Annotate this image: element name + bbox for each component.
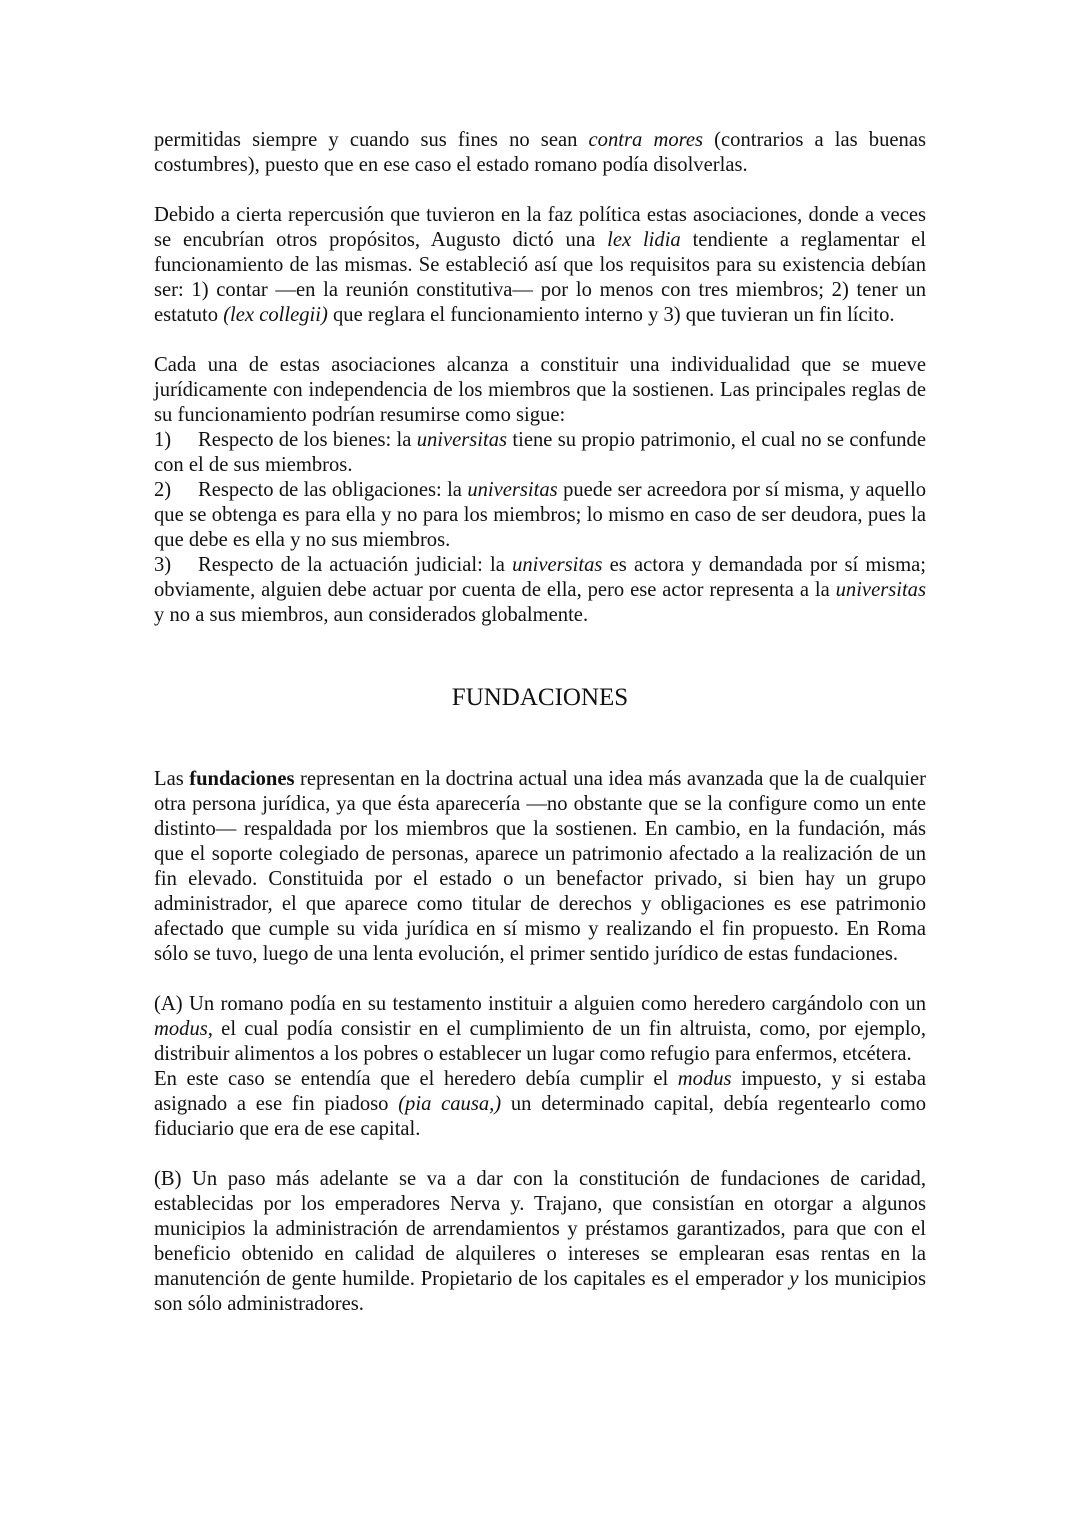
- text-run: En este caso se entendía que el heredero debía cumplir el: [154, 1068, 678, 1090]
- text-run: los municipios son sólo administradores.: [154, 1268, 926, 1315]
- paragraph-lex-lidia: [154, 203, 926, 328]
- text-run: tiene su propio patrimonio, el cual no se confunde con el de sus miembros.: [154, 429, 926, 476]
- paragraph-a-modus: [154, 992, 926, 1067]
- text-run: (contrarios a las buenas costumbres), puesto que en ese caso el estado romano podía disolverlas.: [154, 129, 926, 176]
- list-number: 3): [154, 554, 172, 576]
- italic-term: y: [789, 1268, 799, 1290]
- text-run: Respecto de las obligaciones: la: [198, 479, 468, 501]
- text-run: un determinado capital, debía regentearlo como fiduciario que era de ese capital.: [154, 1093, 927, 1140]
- italic-term: universitas: [467, 479, 558, 501]
- italic-term: (pia causa,): [398, 1093, 502, 1115]
- italic-term: universitas: [416, 429, 508, 451]
- list-item-actuacion-judicial: [154, 553, 926, 628]
- text-run: puede ser acreedora por sí misma, y aquello que se obtenga es para ella y no para los miembros; lo mismo en caso de ser deudora, pues la que debe es ella y no sus miembros.: [154, 479, 926, 551]
- italic-term: (lex collegii): [223, 304, 328, 326]
- paragraph-fundaciones: [154, 767, 926, 967]
- italic-term: modus: [677, 1068, 732, 1090]
- text-run: permitidas siempre y cuando sus fines no sean: [154, 129, 589, 151]
- text-run: es actora y demandada por sí misma; obviamente, alguien debe actuar por cuenta de ella, pero ese actor representa a la: [154, 554, 926, 601]
- text-run: Debido a cierta repercusión que tuvieron en la faz política estas asociaciones, donde a veces se encubrían otros propósitos, Augusto dictó una: [154, 204, 926, 251]
- text-run: Respecto de la actuación judicial: la: [198, 554, 513, 576]
- list-item-bienes: [154, 428, 926, 478]
- italic-term: modus: [154, 1018, 208, 1040]
- document-page: [154, 128, 926, 1317]
- paragraph-b-nerva-trajano: [154, 1167, 926, 1317]
- text-run: (B) Un paso más adelante se va a dar con la constitución de fundaciones de caridad, establecidas por los emperadores Nerva y. Trajano, que consistían en otorgar a algunos municipios la administración de arrendamientos y préstamos garantizados, para que con el beneficio obtenido en calidad de alquileres o intereses se emplearan esas rentas en la manutención de gente humilde. Propietario de los capitales es el emperador: [154, 1168, 926, 1290]
- text-run: tendiente a reglamentar el funcionamiento de las mismas. Se estableció así que los requisitos para su existencia debían ser: 1) contar —en la reunión constitutiva— por lo menos con tres miembros; 2) tener un estatuto: [154, 229, 926, 326]
- italic-term: universitas: [835, 579, 926, 601]
- list-number: 2): [154, 479, 172, 501]
- text-run: y no a sus miembros, aun considerados globalmente.: [154, 604, 589, 626]
- text-run: (A) Un romano podía en su testamento instituir a alguien como heredero cargándolo con un: [154, 993, 926, 1015]
- text-run: Las: [154, 768, 190, 790]
- italic-term: universitas: [512, 554, 603, 576]
- text-run: representan en la doctrina actual una idea más avanzada que la de cualquier otra persona jurídica, ya que ésta aparecería —no obstante que se la configure como un ente distinto— respaldada por los miembros que la sostienen. En cambio, en la fundación, más que el soporte colegiado de personas, aparece un patrimonio afectado a la realización de un fin elevado. Constituida por el estado o un benefactor privado, si bien hay un grupo administrador, el que aparece como titular de derechos y obligaciones es ese patrimonio afectado que cumple su vida jurídica en sí mismo y realizando el fin propuesto. En Roma sólo se tuvo, luego de una lenta evolución, el primer sentido jurídico de estas fundaciones.: [154, 768, 926, 965]
- section-heading: FUNDACIONES: [451, 684, 629, 711]
- text-run: Respecto de los bienes: la: [198, 429, 417, 451]
- paragraph-contra-mores: [154, 128, 926, 178]
- italic-term: lex lidia: [607, 229, 681, 251]
- list-number: 1): [154, 429, 172, 451]
- text-run: impuesto, y si estaba asignado a ese fin piadoso: [154, 1068, 926, 1115]
- paragraph-individualidad: Cada una de estas asociaciones alcanza a constituir una individualidad que se mueve jurídicamente con independencia de los miembros que la sostienen. Las principales reglas de su funcionamiento podrían resumirse como sigue:: [154, 354, 926, 426]
- text-run: , el cual podía consistir en el cumplimiento de un fin altruista, como, por ejemplo, distribuir alimentos a los pobres o establecer un lugar como refugio para enfermos, etcétera.: [154, 1018, 926, 1065]
- text-run: que reglara el funcionamiento interno y 3) que tuvieran un fin lícito.: [327, 304, 895, 326]
- bold-term: fundaciones: [189, 768, 295, 790]
- list-item-obligaciones: [154, 478, 926, 553]
- paragraph-pia-causa: [154, 1067, 926, 1142]
- italic-term: contra mores: [588, 129, 704, 151]
